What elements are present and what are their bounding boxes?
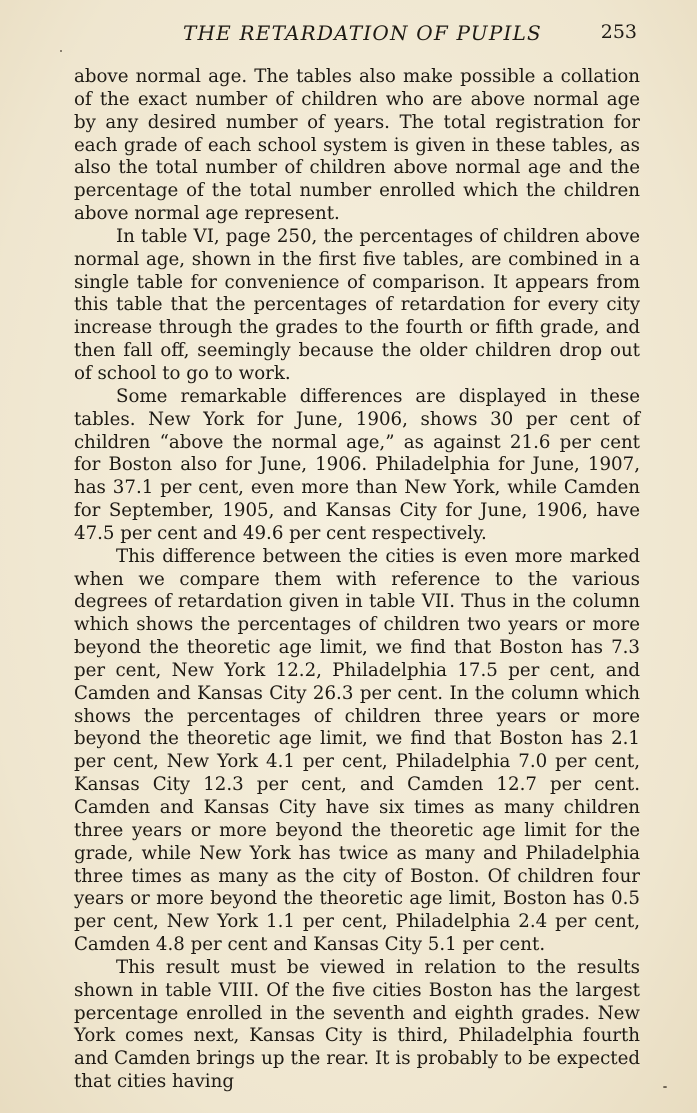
paper-speck <box>663 1086 667 1088</box>
body-text <box>74 66 640 1094</box>
running-title: THE RETARDATION OF PUPILS <box>183 21 542 45</box>
page-number: 253 <box>600 21 637 43</box>
paragraph-3: Some remarkable differences are displayed in these tables. New York for June, 1906, shows 30 per cent of children “above the normal age,” as against 21.6 per cent for Boston also for June, 1906. Philadelphia for June, 1907, has 37.1 per cent, even more than New York, while Camden for September, 1905, and Kansas City for June, 1906, have 47.5 per cent and 49.6 per cent respectively. <box>74 385 640 544</box>
paragraph-5: This result must be viewed in relation to the results shown in table VIII. Of the five cities Boston has the largest percentage enrolled in the seventh and eighth grades. New York comes next, Kansas City is third, Philadelphia fourth and Camden brings up the rear. It is probably to be expected that cities having <box>74 956 640 1093</box>
paragraph-4: This difference between the cities is even more marked when we compare them with reference to the various degrees of retardation given in table VII. Thus in the column which shows the percentages of children two years or more beyond the theoretic age limit, we find that Boston has 7.3 per cent, New York 12.2, Philadelphia 17.5 per cent, and Camden and Kansas City 26.3 per cent. In the column which shows the percentages of children three years or more beyond the theoretic age limit, we find that Boston has 2.1 per cent, New York 4.1 per cent, Philadelphia 7.0 per cent, Kansas City 12.3 per cent, and Camden 12.7 per cent. Camden and Kansas City have six times as many children three years or more beyond the theoretic age limit for the grade, while New York has twice as many and Philadelphia three times as many as the city of Boston. Of children four years or more beyond the theoretic age limit, Boston has 0.5 per cent, New York 1.1 per cent, Philadelphia 2.4 per cent, Camden 4.8 per cent and Kansas City 5.1 per cent. <box>74 545 640 956</box>
paragraph-1: above normal age. The tables also make possible a collation of the exact number of children who are above normal age by any desired number of years. The total registration for each grade of each school system is given in these tables, as also the total number of children above normal age and the percentage of the total number enrolled which the children above normal age represent. <box>74 66 640 225</box>
paragraph-2: In table VI, page 250, the percentages of children above normal age, shown in the first five tables, are combined in a single table for convenience of comparison. It appears from this table that the percentages of retardation for every city increase through the grades to the fourth or fifth grade, and then fall off, seemingly because the older children drop out of school to go to work. <box>74 225 640 384</box>
page-header <box>0 18 697 52</box>
paper-speck <box>60 50 62 52</box>
